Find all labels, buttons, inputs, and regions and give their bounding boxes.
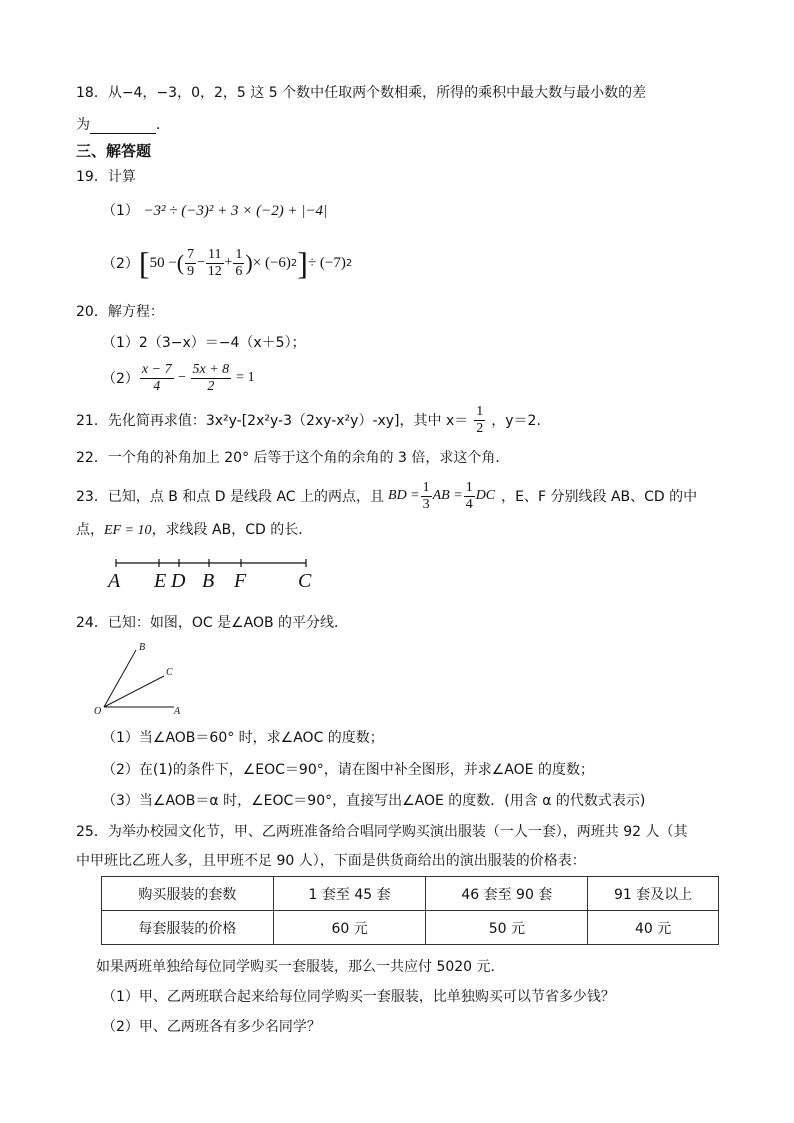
table-cell: 60 元 (273, 911, 426, 945)
point-e-label: E (154, 570, 167, 592)
table-cell: 40 元 (588, 911, 719, 945)
fraction-1-6: $\frac{1}{6}$ (235, 246, 243, 279)
q23-line2 (76, 519, 312, 539)
fraction-5x-plus-8-over-2: $\frac{5x + 8}{2}$ (192, 361, 230, 394)
left-bracket: [ (138, 244, 150, 281)
segment-figure (100, 555, 330, 595)
fraction-1-4: $\frac{1}{4}$ (465, 479, 473, 512)
q25-part2: （2）甲、乙两班各有多少名同学？ (102, 1019, 321, 1035)
q20-part2: （2） $\frac{x - 7}{4}$ − $\frac{5x + 8}{2}$ = 1 (102, 361, 255, 394)
q19-part1-expression: −3² ÷ (−3)² + 3 × (−2) + |−4| (143, 203, 328, 219)
q25-part1: （1）甲、乙两班联合起来给每位同学购买一套服装，比单独购买可以节省多少钱？ (102, 989, 615, 1005)
table-cell: 91 套及以上 (588, 877, 719, 911)
table-row (102, 877, 719, 911)
angle-figure (90, 640, 190, 720)
q21-tail: ，y＝2. (491, 413, 541, 429)
q18-line2 (76, 114, 170, 134)
table-cell: 1 套至 45 套 (273, 877, 426, 911)
q25-after-table: 如果两班单独给每位同学购买一套服装，那么一共应付 5020 元． (96, 959, 505, 975)
price-table (101, 876, 719, 945)
q19-part2-a: 50 − (149, 254, 177, 271)
section-title: 三、解答题 (76, 142, 152, 160)
q23-math-dc: DC (475, 488, 496, 503)
q20-part1: （1）2（3−x）＝−4（x＋5）； (102, 335, 306, 351)
table-cell: 46 套至 90 套 (426, 877, 588, 911)
q19-part2-b: × (−6) (252, 254, 291, 271)
point-b-label: B (202, 570, 215, 592)
vertex-o-label: O (94, 706, 102, 717)
q19-part1-label: （1） (102, 203, 139, 219)
table-cell: 每套服装的价格 (102, 911, 274, 945)
table-cell: 50 元 (426, 911, 588, 945)
q25-line2: 中甲班比乙班人多，且甲班不足 90 人），下面是供货商给出的演出服装的价格表： (76, 853, 586, 869)
q18-suffix: ． (156, 117, 170, 133)
fraction-11-12: $\frac{11}{12}$ (207, 246, 222, 279)
q19-part1 (102, 200, 327, 220)
q19-part2-c: ÷ (−7) (307, 254, 346, 271)
q23-line2-a: 点， (76, 522, 104, 538)
ray-c-label: C (166, 667, 173, 678)
q23-line1-a: 23．已知，点 B 和点 D 是线段 AC 上的两点，且 (76, 489, 385, 505)
left-paren: ( (176, 250, 185, 275)
q19-title: 19．计算 (76, 169, 136, 185)
q22-text: 22．一个角的补角加上 20° 后等于这个角的余角的 3 倍，求这个角． (76, 450, 510, 466)
ray-b-label: B (139, 642, 146, 653)
q25-line1: 25．为举办校园文化节，甲、乙两班准备给合唱同学购买演出服装（一人一套），两班共 92 人（其 (76, 824, 688, 840)
q23-math-bd: BD = (388, 488, 420, 503)
q23-line2-b: ，求线段 AB，CD 的长． (151, 522, 313, 538)
point-d-label: D (171, 570, 186, 592)
q23-math-ab: AB = (432, 488, 463, 503)
right-paren: ) (245, 250, 253, 275)
point-a-label: A (108, 570, 121, 592)
q23-line1 (76, 478, 697, 514)
fraction-1-2: $\frac{1}{2}$ (476, 403, 484, 436)
q20-title: 20．解方程： (76, 304, 164, 320)
answer-blank[interactable] (90, 119, 156, 134)
table-cell: 购买服装的套数 (102, 877, 274, 911)
q24-title: 24．已知：如图，OC 是∠AOB 的平分线． (76, 615, 349, 631)
q19-part2: （2） [ 50 − ( $\frac{7}{9}$ − $\frac{11}{12}$ + $\frac{1}{6}$ ) × (−6) 2 ] ÷ (−7) 2 (102, 244, 353, 281)
q18-prefix: 为 (76, 117, 90, 133)
fraction-1-3: $\frac{1}{3}$ (422, 479, 430, 512)
table-row (102, 911, 719, 945)
ray-a-label: A (174, 706, 181, 717)
fraction-7-9: $\frac{7}{9}$ (187, 246, 195, 279)
q21 (76, 402, 541, 438)
point-f-label: F (234, 570, 247, 592)
q19-part2-label: （2） (102, 256, 139, 272)
q18-line1: 18．从−4，−3，0，2，5 这 5 个数中任取两个数相乘，所得的乘积中最大数与最小数的差 (76, 85, 647, 101)
point-c-label: C (298, 570, 312, 592)
q23-math-ef: EF = 10 (104, 523, 152, 538)
q20-part2-label: （2） (102, 371, 139, 387)
q23-line1-b: ，E、F 分别线段 AB、CD 的中 (501, 489, 698, 505)
q24-part1: （1）当∠AOB＝60° 时，求∠AOC 的度数； (102, 730, 384, 746)
q21-text: 21．先化简再求值：3x²y-[2x²y-3（2xy-x²y）-xy]，其中 x＝ (76, 413, 469, 429)
fraction-x-minus-7-over-4: $\frac{x - 7}{4}$ (141, 361, 172, 394)
right-bracket: ] (297, 244, 308, 281)
q24-part2: （2）在(1)的条件下，∠EOC＝90°，请在图中补全图形，并求∠AOE 的度数； (102, 762, 594, 778)
q20-part2-tail: = 1 (236, 370, 255, 385)
q24-part3: （3）当∠AOB＝α 时，∠EOC＝90°，直接写出∠AOE 的度数．(用含 α 的代数式表示) (102, 793, 646, 809)
